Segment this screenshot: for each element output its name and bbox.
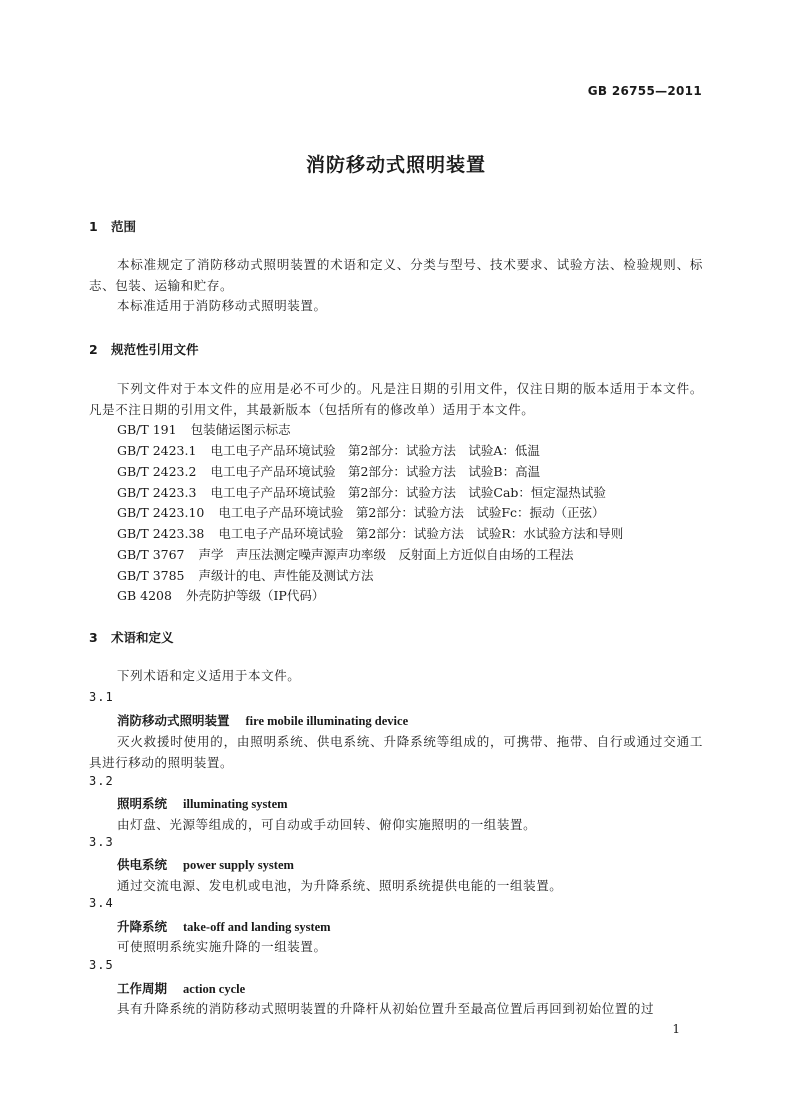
section-title: 范围 — [111, 219, 137, 234]
reference-title: 电工电子产品环境试验 第2部分：试验方法 试验Cab：恒定湿热试验 — [210, 485, 606, 500]
terms-intro: 下列术语和定义适用于本文件。 — [117, 668, 301, 683]
term-heading — [117, 855, 294, 873]
term-english: take-off and landing system — [183, 920, 331, 934]
reference-title: 电工电子产品环境试验 第2部分：试验方法 试验Fc：振动（正弦） — [218, 505, 605, 520]
term-chinese: 供电系统 — [117, 857, 168, 872]
term-definition: 具有升降系统的消防移动式照明装置的升降杆从初始位置升至最高位置后再回到初始位置的过 — [117, 1001, 655, 1016]
reference-item — [117, 420, 291, 438]
reference-code: GB/T 3767 — [117, 547, 185, 562]
reference-code: GB/T 2423.3 — [117, 485, 197, 500]
reference-item — [117, 462, 540, 480]
section-title: 术语和定义 — [111, 630, 174, 645]
section-3-heading — [89, 628, 174, 646]
reference-item — [117, 566, 374, 584]
term-definition: 通过交流电源、发电机或电池，为升降系统、照明系统提供电能的一组装置。 — [117, 878, 563, 893]
reference-code: GB/T 191 — [117, 422, 177, 437]
reference-code: GB/T 2423.38 — [117, 526, 205, 541]
reference-item — [117, 441, 540, 459]
term-chinese: 消防移动式照明装置 — [117, 713, 230, 728]
term-number: 3.2 — [89, 774, 114, 788]
reference-title: 声级计的电、声性能及测试方法 — [198, 568, 374, 583]
term-number: 3.4 — [89, 896, 114, 910]
reference-code: GB 4208 — [117, 588, 172, 603]
term-chinese: 照明系统 — [117, 796, 168, 811]
normative-intro: 下列文件对于本文件的应用是必不可少的。凡是注日期的引用文件，仅注日期的版本适用于本文件。凡是不注日期的引用文件，其最新版本（包括所有的修改单）适用于本文件。 — [89, 381, 703, 417]
term-english: illuminating system — [183, 797, 288, 811]
reference-code: GB/T 3785 — [117, 568, 185, 583]
section-title: 规范性引用文件 — [111, 342, 199, 357]
term-number: 3.1 — [89, 690, 114, 704]
term-chinese: 工作周期 — [117, 981, 168, 996]
term-definition: 灭火救援时使用的，由照明系统、供电系统、升降系统等组成的，可携带、拖带、自行或通过交通工具进行移动的照明装置。 — [89, 734, 703, 770]
reference-code: GB/T 2423.10 — [117, 505, 205, 520]
document-title: 消防移动式照明装置 — [305, 154, 486, 176]
term-heading — [117, 917, 331, 935]
term-english: action cycle — [183, 982, 246, 996]
standard-number: GB 26755—2011 — [587, 84, 702, 98]
page-number: 1 — [672, 1022, 680, 1036]
reference-item — [117, 483, 606, 501]
reference-item — [117, 586, 324, 604]
term-english: fire mobile illuminating device — [245, 714, 409, 728]
reference-item — [117, 524, 623, 542]
reference-title: 电工电子产品环境试验 第2部分：试验方法 试验B：高温 — [210, 464, 541, 479]
term-definition: 由灯盘、光源等组成的，可自动或手动回转、俯仰实施照明的一组装置。 — [117, 817, 537, 832]
term-english: power supply system — [183, 858, 294, 872]
term-heading — [117, 711, 408, 729]
reference-title: 包装储运图示标志 — [190, 422, 291, 437]
reference-title: 电工电子产品环境试验 第2部分：试验方法 试验R：水试验方法和导则 — [218, 526, 624, 541]
reference-title: 声学 声压法测定噪声源声功率级 反射面上方近似自由场的工程法 — [198, 547, 574, 562]
term-number: 3.3 — [89, 835, 114, 849]
section-2-heading — [89, 340, 199, 358]
scope-paragraph-2: 本标准适用于消防移动式照明装置。 — [117, 298, 327, 313]
section-number: 3 — [89, 630, 98, 645]
section-1-heading — [89, 217, 136, 235]
reference-title: 电工电子产品环境试验 第2部分：试验方法 试验A：低温 — [210, 443, 540, 458]
term-heading — [117, 979, 245, 997]
reference-item — [117, 545, 574, 563]
section-number: 2 — [89, 342, 98, 357]
reference-code: GB/T 2423.1 — [117, 443, 197, 458]
reference-title: 外壳防护等级（IP代码） — [185, 588, 325, 603]
reference-code: GB/T 2423.2 — [117, 464, 197, 479]
reference-item — [117, 503, 605, 521]
term-definition: 可使照明系统实施升降的一组装置。 — [117, 939, 327, 954]
term-chinese: 升降系统 — [117, 919, 168, 934]
section-number: 1 — [89, 219, 98, 234]
term-number: 3.5 — [89, 958, 114, 972]
scope-paragraph-1: 本标准规定了消防移动式照明装置的术语和定义、分类与型号、技术要求、试验方法、检验规则、标志、包装、运输和贮存。 — [89, 257, 703, 293]
term-heading — [117, 794, 288, 812]
